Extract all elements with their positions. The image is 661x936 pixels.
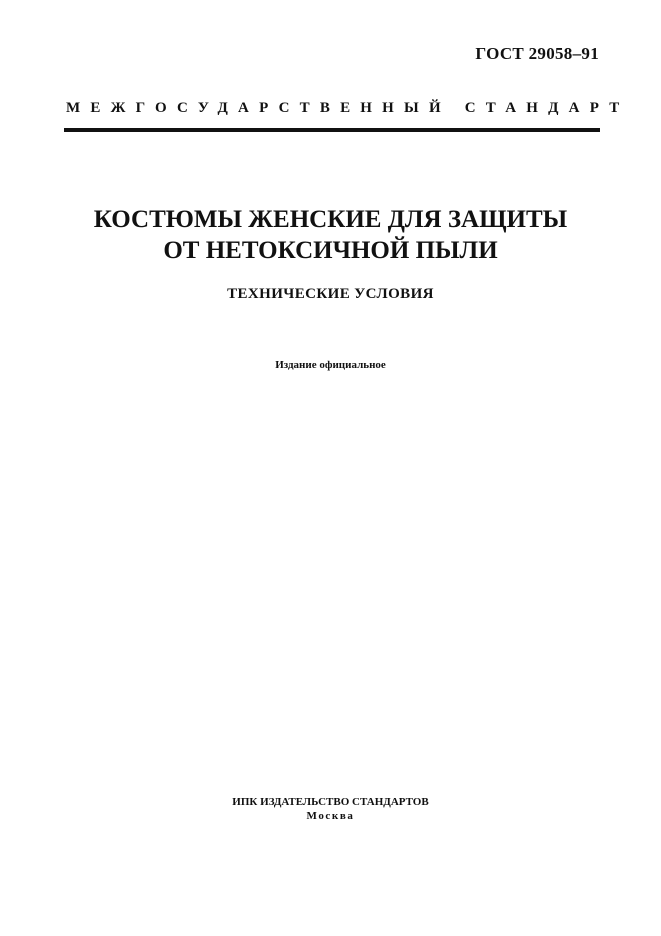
title-line-1: КОСТЮМЫ ЖЕНСКИЕ ДЛЯ ЗАЩИТЫ [93,206,568,233]
standard-number: ГОСТ 29058–91 [475,44,599,63]
document-subtitle: ТЕХНИЧЕСКИЕ УСЛОВИЯ [227,286,434,302]
title-line-2: ОТ НЕТОКСИЧНОЙ ПЫЛИ [163,237,498,264]
publisher-city: Москва [306,810,355,822]
edition-note: Издание официальное [275,359,386,371]
standard-category: МЕЖГОСУДАРСТВЕННЫЙ СТАНДАРТ [66,100,630,116]
publisher-name: ИПК ИЗДАТЕЛЬСТВО СТАНДАРТОВ [232,796,429,808]
header-divider [64,128,600,132]
publisher-block [0,795,661,823]
document-title [0,204,661,266]
